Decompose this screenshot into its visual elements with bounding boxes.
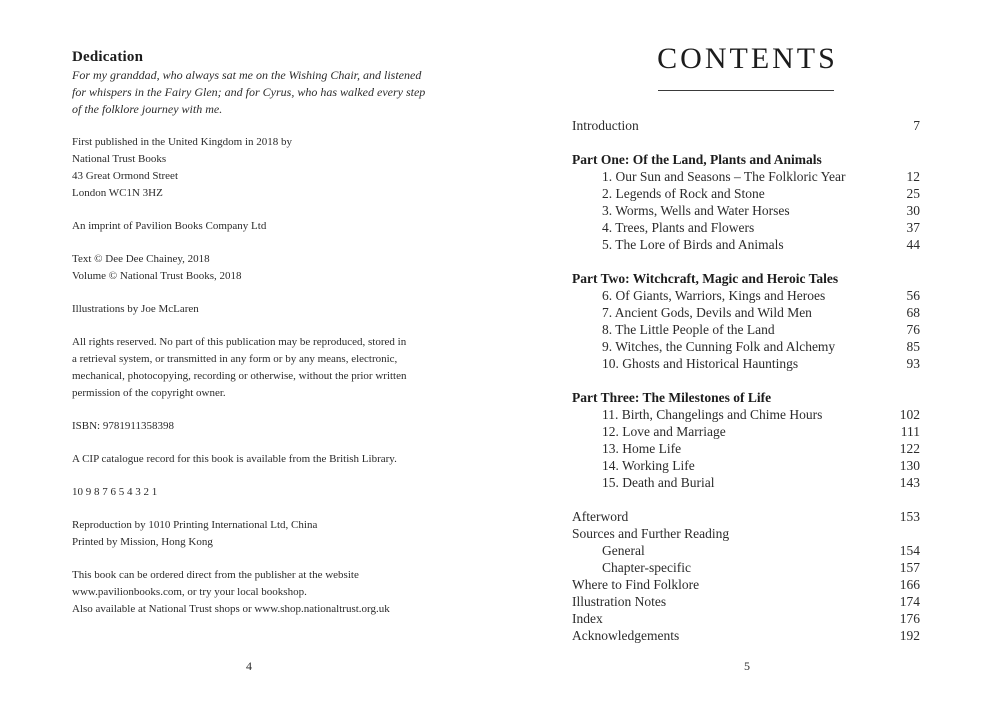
- text-line: An imprint of Pavilion Books Company Ltd: [72, 220, 267, 232]
- copyright-block: [72, 517, 458, 551]
- toc-entry-page: 192: [899, 628, 920, 643]
- copyright-block: [72, 134, 458, 202]
- copyright-block: [72, 334, 458, 402]
- text-line: www.pavilionbooks.com, or try your local bookshop.: [72, 586, 307, 598]
- toc-entry: [572, 185, 920, 202]
- text-line: mechanical, photocopying, recording or otherwise, without the prior written: [72, 370, 407, 382]
- toc-entry-label: 5. The Lore of Birds and Animals: [602, 237, 784, 252]
- toc-entry-label: 15. Death and Burial: [602, 475, 715, 490]
- toc-entry-label: 4. Trees, Plants and Flowers: [602, 220, 755, 235]
- dedication-heading: Dedication: [72, 49, 144, 65]
- copyright-block: [72, 251, 458, 285]
- toc-entry: [572, 423, 920, 440]
- toc-entry-page: 143: [899, 475, 920, 490]
- text-line: a retrieval system, or transmitted in any form or by any means, electronic,: [72, 353, 398, 365]
- left-page-number: 4: [246, 659, 252, 673]
- toc-section: [572, 508, 920, 644]
- toc-entry: [572, 287, 920, 304]
- toc-entry-page: 68: [906, 305, 920, 320]
- toc-entry-label: 6. Of Giants, Warriors, Kings and Heroes: [602, 288, 826, 303]
- toc-entry: [572, 576, 920, 593]
- text-line: Volume © National Trust Books, 2018: [72, 270, 242, 282]
- toc-entry: [572, 610, 920, 627]
- toc-entry-label: 14. Working Life: [602, 458, 695, 473]
- toc-entry-label: Afterword: [572, 509, 629, 524]
- copyright-block: [72, 418, 458, 435]
- toc-entry-page: 111: [900, 424, 920, 439]
- toc-entry: [572, 593, 920, 610]
- toc-section: [572, 151, 920, 253]
- text-line: 43 Great Ormond Street: [72, 170, 178, 182]
- toc-entry: [572, 219, 920, 236]
- toc-entry: [572, 117, 920, 134]
- toc-entry: [572, 355, 920, 372]
- toc-entry-label: Where to Find Folklore: [572, 577, 700, 592]
- toc-entry: [572, 168, 920, 185]
- toc-entry: [572, 304, 920, 321]
- toc-entry-page: 7: [913, 118, 920, 133]
- text-line: of the folklore journey with me.: [72, 102, 223, 116]
- toc-entry: [572, 406, 920, 423]
- copyright-block: [72, 301, 458, 318]
- text-line: ISBN: 9781911358398: [72, 420, 174, 432]
- toc-entry-label: Chapter-specific: [602, 560, 691, 575]
- toc-entry-page: 37: [906, 220, 920, 235]
- toc-section: [572, 270, 920, 372]
- toc-entry: [572, 525, 920, 542]
- toc-entry-label: General: [602, 543, 645, 558]
- toc-entry: [572, 542, 920, 559]
- text-line: First published in the United Kingdom in 2018 by: [72, 136, 292, 148]
- toc-entry: [572, 508, 920, 525]
- toc-entry-page: 122: [899, 441, 920, 456]
- text-line: Also available at National Trust shops or www.shop.nationaltrust.org.uk: [72, 603, 390, 615]
- toc-entry-label: Illustration Notes: [572, 594, 667, 609]
- text-line: For my granddad, who always sat me on the Wishing Chair, and listened: [72, 68, 422, 82]
- toc-entry-page: 157: [899, 560, 920, 575]
- text-line: for whispers in the Fairy Glen; and for Cyrus, who has walked every step: [72, 85, 426, 99]
- text-line: 10 9 8 7 6 5 4 3 2 1: [72, 486, 158, 498]
- text-line: London WC1N 3HZ: [72, 187, 163, 199]
- toc-entry-page: 85: [906, 339, 920, 354]
- toc-entry-page: 93: [906, 356, 920, 371]
- text-line: Reproduction by 1010 Printing International Ltd, China: [72, 519, 318, 531]
- toc-entry-label: 3. Worms, Wells and Water Horses: [602, 203, 790, 218]
- text-line: National Trust Books: [72, 153, 167, 165]
- toc-entry-label: Index: [572, 611, 603, 626]
- toc-entry-label: 8. The Little People of the Land: [602, 322, 775, 337]
- copyright-block: [72, 451, 458, 468]
- copyright-block: [72, 218, 458, 235]
- toc-entry-page: 176: [899, 611, 920, 626]
- toc-entry-label: 10. Ghosts and Historical Hauntings: [602, 356, 799, 371]
- toc-entry: [572, 202, 920, 219]
- toc-entry-label: 12. Love and Marriage: [602, 424, 726, 439]
- contents-title-rule: [658, 90, 834, 91]
- text-line: Text © Dee Dee Chainey, 2018: [72, 253, 210, 265]
- toc-entry-page: 154: [899, 543, 920, 558]
- copyright-blocks: [72, 134, 458, 618]
- dedication-text: [72, 67, 458, 118]
- toc-entry: [572, 440, 920, 457]
- toc-entry: [572, 338, 920, 355]
- right-page-number: 5: [744, 659, 750, 673]
- text-line: All rights reserved. No part of this publication may be reproduced, stored in: [72, 336, 407, 348]
- text-line: permission of the copyright owner.: [72, 387, 226, 399]
- toc-entry-page: 130: [899, 458, 920, 473]
- toc-entry-label: 9. Witches, the Cunning Folk and Alchemy: [602, 339, 836, 354]
- toc-part-heading: Part One: Of the Land, Plants and Animals: [572, 152, 822, 167]
- toc-part-heading: Part Three: The Milestones of Life: [572, 390, 772, 405]
- toc-entry-label: Sources and Further Reading: [572, 526, 730, 541]
- toc-part-heading: Part Two: Witchcraft, Magic and Heroic Tales: [572, 271, 839, 286]
- toc-entry: [572, 559, 920, 576]
- toc-entry-label: 11. Birth, Changelings and Chime Hours: [602, 407, 823, 422]
- toc-entry: [572, 236, 920, 253]
- toc-entry: [572, 321, 920, 338]
- toc-entry: [572, 627, 920, 644]
- toc-entry-page: 12: [906, 169, 920, 184]
- toc-entry-label: 7. Ancient Gods, Devils and Wild Men: [602, 305, 812, 320]
- copyright-block: [72, 484, 458, 501]
- toc-entry-page: 174: [899, 594, 920, 609]
- text-line: Illustrations by Joe McLaren: [72, 303, 199, 315]
- contents-title: CONTENTS: [657, 42, 838, 75]
- toc-entry-page: 166: [899, 577, 920, 592]
- toc-entry-page: 153: [899, 509, 920, 524]
- toc-entry: [572, 457, 920, 474]
- toc-section: [572, 117, 920, 134]
- toc-entry-label: Acknowledgements: [572, 628, 680, 643]
- toc-entry-page: 76: [906, 322, 920, 337]
- copyright-block: [72, 567, 458, 618]
- contents-page: [498, 0, 996, 702]
- toc-entry-page: 56: [906, 288, 920, 303]
- toc-entry-page: 25: [906, 186, 920, 201]
- text-line: Printed by Mission, Hong Kong: [72, 536, 213, 548]
- toc-entry: [572, 474, 920, 491]
- toc-entry-label: 1. Our Sun and Seasons – The Folkloric Year: [602, 169, 846, 184]
- text-line: A CIP catalogue record for this book is available from the British Library.: [72, 453, 397, 465]
- toc-entry-page: 44: [906, 237, 920, 252]
- text-line: This book can be ordered direct from the publisher at the website: [72, 569, 359, 581]
- toc-section: [572, 389, 920, 491]
- toc-entry-page: 102: [899, 407, 920, 422]
- toc-entry-label: Introduction: [572, 118, 639, 133]
- toc-entry-label: 2. Legends of Rock and Stone: [602, 186, 765, 201]
- toc-entry-page: 30: [906, 203, 920, 218]
- toc-list: [572, 117, 920, 644]
- toc-entry-label: 13. Home Life: [602, 441, 682, 456]
